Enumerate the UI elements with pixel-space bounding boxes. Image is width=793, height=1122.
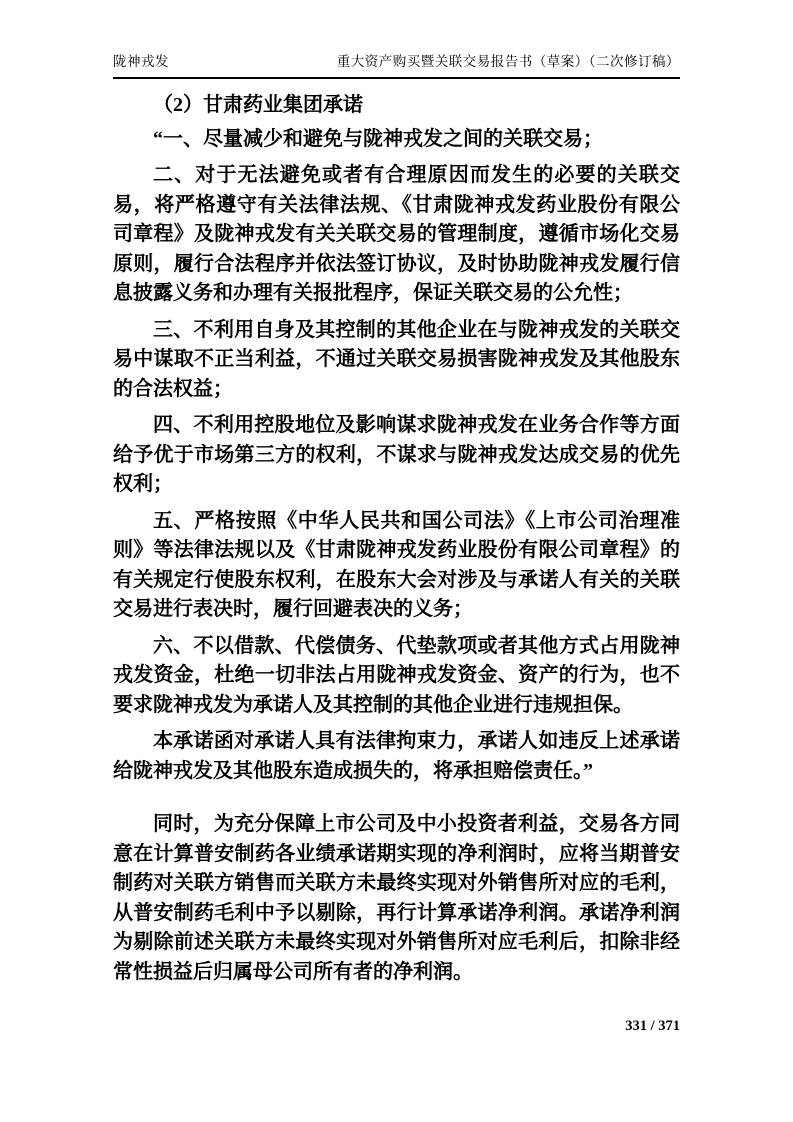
commitment-paragraph-2: 二、对于无法避免或者有合理原因而发生的必要的关联交易，将严格遵守有关法律法规、《甘肃陇神戎发药业股份有限公司章程》及陇神戎发有关关联交易的管理制度，遵循市场化交易原则，履行合法程序并依法签订协议，及时协助陇神戎发履行信息披露义务和办理有关报批程序，保证关联交易的公允性； (113, 164, 680, 304)
commitment-paragraph-7: 本承诺函对承诺人具有法律拘束力，承诺人如违反上述承诺给陇神戎发及其他股东造成损失的，将承担赔偿责任。” (113, 730, 680, 782)
header-company-name: 陇神戎发 (113, 54, 169, 69)
page-header (113, 50, 680, 79)
page-footer (113, 1018, 680, 1035)
commitment-paragraph-5: 五、严格按照《中华人民共和国公司法》《上市公司治理准则》等法律法规以及《甘肃陇神戎发药业股份有限公司章程》的有关规定行使股东权利，在股东大会对涉及与承诺人有关的关联交易进行表决时，履行回避表决的义务； (113, 509, 680, 620)
commitment-paragraph-3: 三、不利用自身及其控制的其他企业在与陇神戎发的关联交易中谋取不正当利益，不通过关联交易损害陇神戎发及其他股东的合法权益； (113, 318, 680, 400)
commitment-paragraph-1: “一、尽量减少和避免与陇神戎发之间的关联交易； (153, 127, 603, 150)
section-heading: （2）甘肃药业集团承诺 (153, 94, 363, 116)
closing-paragraph: 同时，为充分保障上市公司及中小投资者利益，交易各方同意在计算普安制药各业绩承诺期实现的净利润时，应将当期普安制药对关联方销售而关联方未最终实现对外销售所对应的毛利，从普安制药毛利中予以剔除，再行计算承诺净利润。承诺净利润为剔除前述关联方未最终实现对外销售所对应毛利后，扣除非经常性损益后归属母公司所有者的净利润。 (113, 813, 680, 983)
header-report-title: 重大资产购买暨关联交易报告书（草案）（二次修订稿） (336, 54, 680, 69)
page-number: 331 / 371 (625, 1018, 680, 1034)
commitment-paragraph-4: 四、不利用控股地位及影响谋求陇神戎发在业务合作等方面给予优于市场第三方的权利，不谋求与陇神戎发达成交易的优先权利； (113, 414, 680, 495)
document-body (113, 91, 680, 987)
commitment-paragraph-6: 六、不以借款、代偿债务、代垫款项或者其他方式占用陇神戎发资金，杜绝一切非法占用陇神戎发资金、资产的行为，也不要求陇神戎发为承诺人及其控制的其他企业进行违规担保。 (113, 634, 680, 716)
